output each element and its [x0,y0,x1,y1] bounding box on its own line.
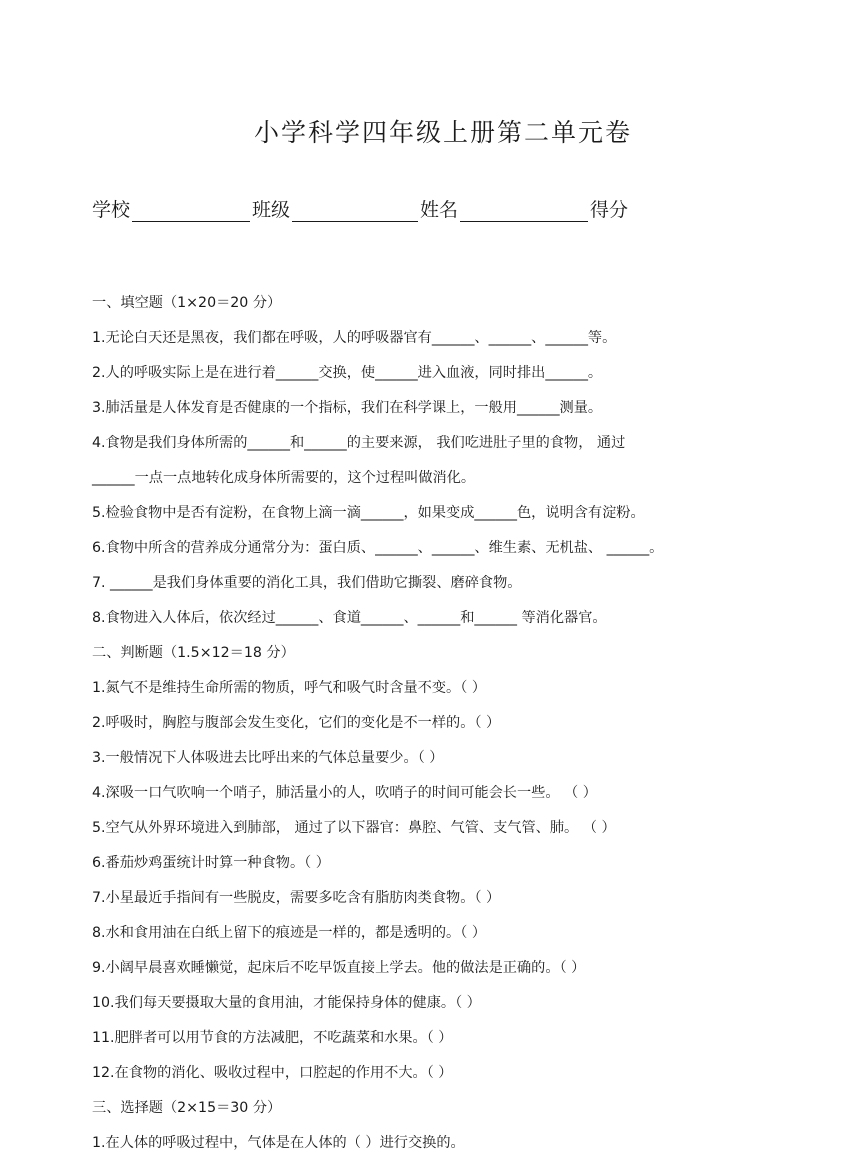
class-blank [292,197,418,222]
fill-question: 5.检验食物中是否有淀粉，在食物上滴一滴______，如果变成______色，说明含有淀粉。 [92,505,645,521]
judge-question: 5.空气从外界环境进入到肺部， 通过了以下器官：鼻腔、气管、支气管、肺。 （ ） [92,820,616,836]
name-label: 姓名 [420,199,459,221]
judge-question: 1.氮气不是维持生命所需的物质，呼气和吸气时含量不变。（ ） [92,680,487,696]
fill-question: 2.人的呼吸实际上是在进行着______交换，使______进入血液，同时排出______。 [92,365,603,381]
fill-question: 4.食物是我们身体所需的______和______的主要来源， 我们吃进肚子里的食物， 通过 [92,435,626,451]
judge-question: 4.深吸一口气吹响一个哨子，肺活量小的人，吹哨子的时间可能会长一些。 （ ） [92,785,597,801]
choice-section-heading: 三、选择题（2×15＝30 分） [92,1100,282,1116]
student-info-row [92,192,628,222]
choice-question: 1.在人体的呼吸过程中，气体是在人体的（ ）进行交换的。 [92,1135,465,1151]
judge-question: 9.小阔早晨喜欢睡懒觉，起床后不吃早饭直接上学去。他的做法是正确的。（ ） [92,960,586,976]
school-label: 学校 [92,199,131,221]
class-label: 班级 [252,199,291,221]
fill-question: 7. ______是我们身体重要的消化工具，我们借助它撕裂、磨碎食物。 [92,575,522,591]
judge-question: 7.小星最近手指间有一些脱皮，需要多吃含有脂肪肉类食物。（ ） [92,890,501,906]
name-blank [460,197,588,222]
judge-question: 10.我们每天要摄取大量的食用油，才能保持身体的健康。（ ） [92,995,481,1011]
fill-question: 8.食物进入人体后，依次经过______、食道______、______和______ 等消化器官。 [92,610,607,626]
fill-question: 1.无论白天还是黑夜，我们都在呼吸，人的呼吸器官有______、______、______等。 [92,330,617,346]
judge-question: 2.呼吸时，胸腔与腹部会发生变化，它们的变化是不一样的。（ ） [92,715,501,731]
fill-question: 3.肺活量是人体发育是否健康的一个指标，我们在科学课上，一般用______测量。 [92,400,603,416]
judge-question: 12.在食物的消化、吸收过程中，口腔起的作用不大。（ ） [92,1065,453,1081]
judge-question: 6.番茄炒鸡蛋统计时算一种食物。（ ） [92,855,330,871]
judge-section-heading: 二、判断题（1.5×12＝18 分） [92,645,295,661]
school-blank [132,197,250,222]
fill-question: 6.食物中所含的营养成分通常分为：蛋白质、______、______、维生素、无机盐、 ______。 [92,540,664,556]
judge-question: 11.肥胖者可以用节食的方法减肥，不吃蔬菜和水果。（ ） [92,1030,453,1046]
exam-title: 小学科学四年级上册第二单元卷 [253,118,632,147]
fill-section-heading: 一、填空题（1×20＝20 分） [92,295,282,311]
judge-question: 8.水和食用油在白纸上留下的痕迹是一样的，都是透明的。（ ） [92,925,487,941]
score-label: 得分 [590,199,629,221]
judge-question: 3.一般情况下人体吸进去比呼出来的气体总量要少。（ ） [92,750,444,766]
fill-question-continued: ______一点一点地转化成身体所需要的，这个过程叫做消化。 [92,470,476,486]
